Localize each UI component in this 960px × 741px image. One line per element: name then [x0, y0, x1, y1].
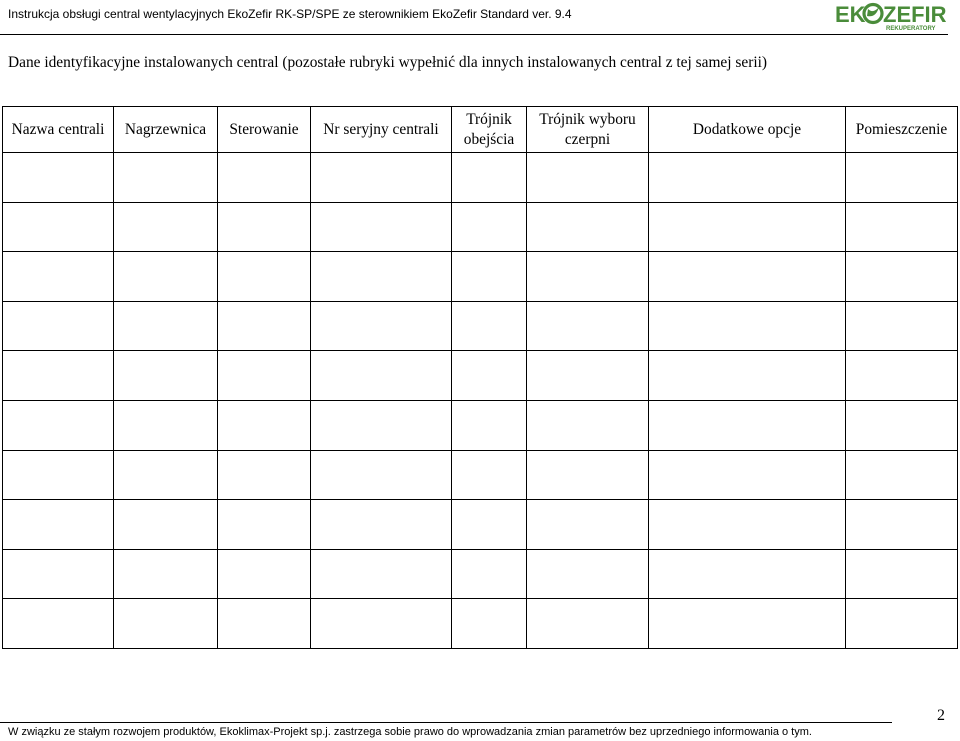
table-cell[interactable]: [649, 599, 846, 649]
table-cell[interactable]: [114, 450, 218, 500]
logo-subtitle: REKUPERATORY: [886, 26, 936, 31]
table-cell[interactable]: [649, 450, 846, 500]
table-cell[interactable]: [3, 549, 114, 599]
table-cell[interactable]: [527, 351, 649, 401]
table-cell[interactable]: [649, 351, 846, 401]
table-row: [3, 351, 958, 401]
table-cell[interactable]: [527, 599, 649, 649]
table-cell[interactable]: [218, 202, 311, 252]
table-cell[interactable]: [3, 599, 114, 649]
document-title: Instrukcja obsługi central wentylacyjnych EkoZefir RK-SP/SPE ze sterownikiem EkoZefir Standard ver. 9.4: [8, 7, 572, 21]
table-row: [3, 301, 958, 351]
table-cell[interactable]: [452, 202, 527, 252]
table-row: [3, 400, 958, 450]
table-cell[interactable]: [452, 351, 527, 401]
table-cell[interactable]: [846, 252, 958, 302]
table-row: [3, 599, 958, 649]
table-cell[interactable]: [452, 400, 527, 450]
column-header-trojnik-wyboru-czerpni: Trójnik wyboru czerpni: [527, 107, 649, 153]
table-cell[interactable]: [846, 202, 958, 252]
table-cell[interactable]: [114, 301, 218, 351]
table-cell[interactable]: [527, 500, 649, 550]
table-cell[interactable]: [311, 599, 452, 649]
table-cell[interactable]: [114, 202, 218, 252]
table-cell[interactable]: [649, 202, 846, 252]
table-cell[interactable]: [218, 301, 311, 351]
table-cell[interactable]: [527, 153, 649, 203]
table-cell[interactable]: [527, 252, 649, 302]
table-cell[interactable]: [452, 599, 527, 649]
page-header: [0, 0, 960, 40]
table-cell[interactable]: [846, 549, 958, 599]
table-body: [3, 153, 958, 649]
table-row: [3, 500, 958, 550]
table-row: [3, 252, 958, 302]
table-cell[interactable]: [218, 599, 311, 649]
column-header-nagrzewnica: Nagrzewnica: [114, 107, 218, 153]
table-cell[interactable]: [452, 549, 527, 599]
table-cell[interactable]: [527, 549, 649, 599]
table-cell[interactable]: [311, 351, 452, 401]
intro-text: Dane identyfikacyjne instalowanych central (pozostałe rubryki wypełnić dla innych instalowanych central z tej samej serii): [8, 54, 767, 71]
table-cell[interactable]: [311, 252, 452, 302]
table-cell[interactable]: [452, 252, 527, 302]
table-cell[interactable]: [527, 301, 649, 351]
table-cell[interactable]: [311, 500, 452, 550]
table-cell[interactable]: [218, 252, 311, 302]
table-cell[interactable]: [114, 351, 218, 401]
footer-divider: [0, 722, 892, 723]
table-cell[interactable]: [114, 400, 218, 450]
table-cell[interactable]: [846, 153, 958, 203]
table-row: [3, 202, 958, 252]
column-header-sterowanie: Sterowanie: [218, 107, 311, 153]
table-cell[interactable]: [114, 252, 218, 302]
table-cell[interactable]: [452, 153, 527, 203]
table-cell[interactable]: [649, 549, 846, 599]
table-cell[interactable]: [311, 153, 452, 203]
table-cell[interactable]: [311, 301, 452, 351]
table-cell[interactable]: [3, 500, 114, 550]
table-cell[interactable]: [452, 500, 527, 550]
table-cell[interactable]: [114, 599, 218, 649]
column-header-dodatkowe-opcje: Dodatkowe opcje: [649, 107, 846, 153]
page-number: 2: [937, 707, 945, 724]
header-divider: [0, 34, 948, 35]
table-cell[interactable]: [3, 153, 114, 203]
table-header-row: [3, 107, 958, 153]
table-row: [3, 549, 958, 599]
table-cell[interactable]: [311, 202, 452, 252]
table-cell[interactable]: [114, 500, 218, 550]
table-cell[interactable]: [649, 400, 846, 450]
table-cell[interactable]: [114, 549, 218, 599]
table-cell[interactable]: [218, 153, 311, 203]
table-cell[interactable]: [846, 400, 958, 450]
ekozefir-logo: [835, 1, 947, 31]
table-cell[interactable]: [527, 400, 649, 450]
table-cell[interactable]: [846, 450, 958, 500]
table-cell[interactable]: [649, 153, 846, 203]
table-cell[interactable]: [846, 351, 958, 401]
table-cell[interactable]: [3, 252, 114, 302]
column-header-nr-seryjny: Nr seryjny centrali: [311, 107, 452, 153]
table-cell[interactable]: [3, 450, 114, 500]
table-row: [3, 153, 958, 203]
column-header-pomieszczenie: Pomieszczenie: [846, 107, 958, 153]
table-cell[interactable]: [527, 202, 649, 252]
table-cell[interactable]: [649, 500, 846, 550]
table-cell[interactable]: [3, 301, 114, 351]
table-cell[interactable]: [3, 400, 114, 450]
table-row: [3, 450, 958, 500]
table-cell[interactable]: [114, 153, 218, 203]
logo-text-right: ZEFIR: [883, 2, 947, 27]
leaf-globe-icon: [864, 5, 882, 23]
footer-disclaimer: W związku ze stałym rozwojem produktów, Ekoklimax-Projekt sp.j. zastrzega sobie prawo do wprowadzania zmian parametrów bez uprzedniego informowania o tym.: [8, 726, 812, 738]
column-header-nazwa-centrali: Nazwa centrali: [3, 107, 114, 153]
table-cell[interactable]: [846, 599, 958, 649]
table-cell[interactable]: [452, 301, 527, 351]
column-header-trojnik-obejscia: Trójnik obejścia: [452, 107, 527, 153]
table-cell[interactable]: [3, 202, 114, 252]
table-cell[interactable]: [3, 351, 114, 401]
table-cell[interactable]: [846, 301, 958, 351]
table-cell[interactable]: [527, 450, 649, 500]
table-cell[interactable]: [649, 301, 846, 351]
table-cell[interactable]: [311, 450, 452, 500]
table-cell[interactable]: [218, 500, 311, 550]
table-cell[interactable]: [649, 252, 846, 302]
table-cell[interactable]: [311, 549, 452, 599]
table-cell[interactable]: [218, 400, 311, 450]
table-cell[interactable]: [846, 500, 958, 550]
table-cell[interactable]: [311, 400, 452, 450]
table-cell[interactable]: [218, 450, 311, 500]
logo-text-left: EK: [835, 2, 866, 27]
table-cell[interactable]: [452, 450, 527, 500]
identification-table: [2, 106, 958, 649]
table-cell[interactable]: [218, 549, 311, 599]
table-cell[interactable]: [218, 351, 311, 401]
